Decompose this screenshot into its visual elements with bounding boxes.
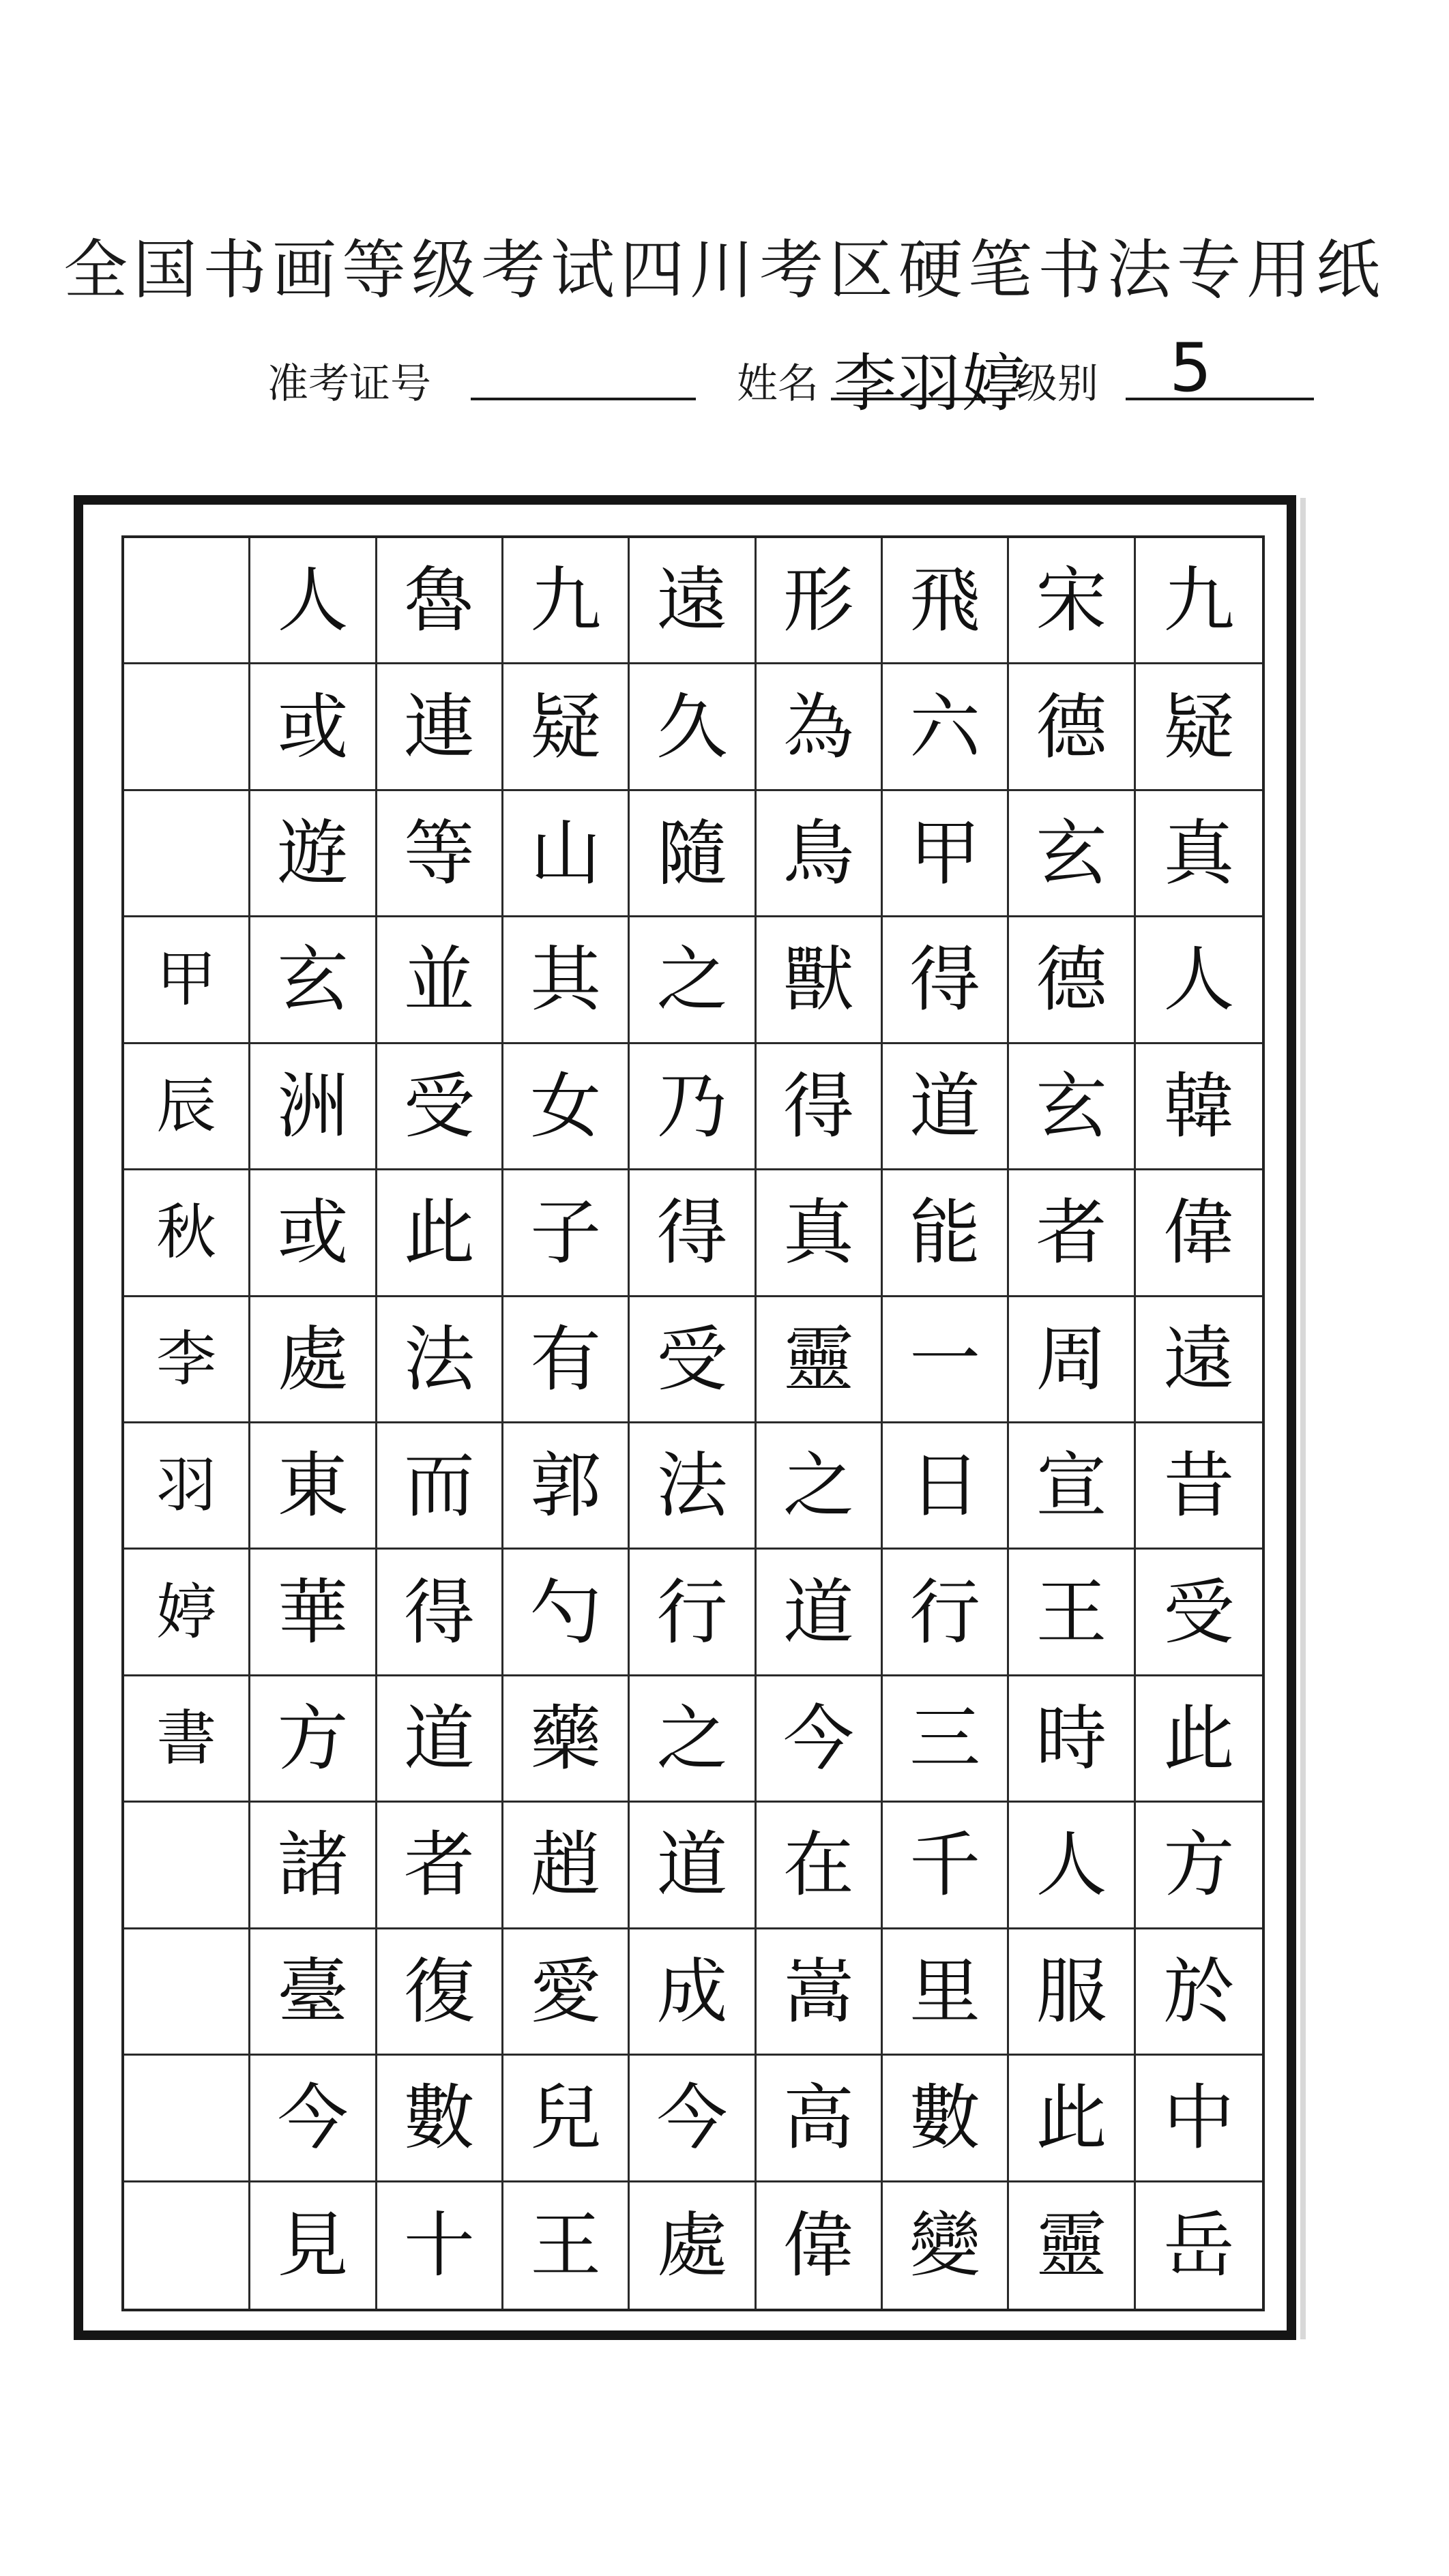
signature-cell [124,1929,250,2056]
level-value: 5 [1169,329,1212,407]
grid-cell: 華 [250,1550,377,1676]
grid-cell: 時 [1009,1676,1135,1803]
exam-id-label: 准考证号 [267,360,431,408]
grid-cell: 或 [250,664,377,790]
grid-cell: 玄 [1009,791,1135,917]
exam-info-row [0,329,1449,420]
grid-cell: 周 [1009,1297,1135,1423]
grid-cell: 或 [250,1170,377,1297]
grid-cell: 獸 [757,917,883,1043]
grid-cell: 得 [757,1044,883,1170]
grid-cell: 在 [757,1803,883,1929]
grid-cell: 洲 [250,1044,377,1170]
grid-cell: 王 [503,2182,630,2309]
grid-cell: 數 [883,2056,1009,2182]
grid-cell: 嵩 [757,1929,883,2056]
grid-cell: 為 [757,664,883,790]
grid-cell: 隨 [630,791,756,917]
signature-cell [124,2056,250,2182]
level-field[interactable] [1126,398,1314,400]
grid-cell: 受 [377,1044,503,1170]
signature-cell: 李 [124,1297,250,1423]
grid-cell: 人 [1009,1803,1135,1929]
grid-cell: 遠 [630,538,756,664]
grid-cell: 而 [377,1423,503,1550]
grid-cell: 里 [883,1929,1009,2056]
grid-cell: 久 [630,664,756,790]
grid-cell: 今 [630,2056,756,2182]
grid-cell: 九 [1136,538,1262,664]
grid-cell: 其 [503,917,630,1043]
signature-cell: 秋 [124,1170,250,1297]
grid-cell: 三 [883,1676,1009,1803]
grid-cell: 中 [1136,2056,1262,2182]
grid-cell: 此 [1136,1676,1262,1803]
level-label: 级别 [1016,360,1098,408]
grid-cell: 乃 [630,1044,756,1170]
grid-cell: 一 [883,1297,1009,1423]
grid-cell: 變 [883,2182,1009,2309]
grid-cell: 方 [250,1676,377,1803]
grid-cell: 宣 [1009,1423,1135,1550]
grid-cell: 千 [883,1803,1009,1929]
grid-cell: 見 [250,2182,377,2309]
grid-cell: 之 [630,917,756,1043]
grid-cell: 玄 [250,917,377,1043]
grid-cell: 此 [377,1170,503,1297]
grid-cell: 九 [503,538,630,664]
grid-cell: 臺 [250,1929,377,2056]
signature-cell [124,2182,250,2309]
grid-cell: 真 [757,1170,883,1297]
grid-cell: 能 [883,1170,1009,1297]
page-title: 全国书画等级考试四川考区硬笔书法专用纸 [63,233,1386,308]
name-label: 姓名 [737,360,819,408]
grid-cell: 玄 [1009,1044,1135,1170]
signature-cell: 婷 [124,1550,250,1676]
grid-cell: 愛 [503,1929,630,2056]
sheet-shadow [1300,498,1306,2339]
grid-cell: 行 [630,1550,756,1676]
grid-cell: 受 [1136,1550,1262,1676]
grid-cell: 疑 [1136,664,1262,790]
grid-cell: 德 [1009,917,1135,1043]
grid-cell: 等 [377,791,503,917]
grid-cell: 十 [377,2182,503,2309]
grid-cell: 今 [757,1676,883,1803]
grid-cell: 韓 [1136,1044,1262,1170]
grid-cell: 飛 [883,538,1009,664]
grid-cell: 山 [503,791,630,917]
grid-cell: 此 [1009,2056,1135,2182]
grid-cell: 鳥 [757,791,883,917]
grid-cell: 日 [883,1423,1009,1550]
signature-cell: 書 [124,1676,250,1803]
grid-cell: 行 [883,1550,1009,1676]
grid-cell: 高 [757,2056,883,2182]
grid-cell: 今 [250,2056,377,2182]
grid-cell: 德 [1009,664,1135,790]
grid-cell: 諸 [250,1803,377,1929]
grid-cell: 真 [1136,791,1262,917]
grid-cell: 服 [1009,1929,1135,2056]
grid-cell: 兒 [503,2056,630,2182]
signature-cell [124,538,250,664]
grid-cell: 得 [630,1170,756,1297]
grid-cell: 得 [377,1550,503,1676]
signature-cell [124,791,250,917]
grid-cell: 甲 [883,791,1009,917]
grid-cell: 道 [883,1044,1009,1170]
grid-cell: 者 [377,1803,503,1929]
grid-cell: 人 [1136,917,1262,1043]
grid-cell: 偉 [1136,1170,1262,1297]
grid-cell: 道 [377,1676,503,1803]
grid-cell: 王 [1009,1550,1135,1676]
grid-cell: 之 [630,1676,756,1803]
grid-cell: 岳 [1163,2204,1235,2288]
grid-cell: 子 [503,1170,630,1297]
grid-cell: 有 [503,1297,630,1423]
grid-cell: 人 [250,538,377,664]
grid-cell: 連 [377,664,503,790]
grid-cell: 復 [377,1929,503,2056]
grid-cell: 數 [377,2056,503,2182]
grid-cell: 並 [377,917,503,1043]
grid-cell: 法 [630,1423,756,1550]
grid-cell: 形 [757,538,883,664]
signature-cell: 辰 [124,1044,250,1170]
grid-cell: 偉 [757,2182,883,2309]
exam-id-field[interactable] [471,398,696,400]
grid-cell: 方 [1136,1803,1262,1929]
grid-cell: 於 [1136,1929,1262,2056]
grid-cell: 者 [1009,1170,1135,1297]
grid-cell: 法 [377,1297,503,1423]
grid-cell: 藥 [503,1676,630,1803]
grid-cell: 之 [757,1423,883,1550]
grid-cell: 昔 [1136,1423,1262,1550]
signature-cell: 羽 [124,1423,250,1550]
grid-cell: 魯 [377,538,503,664]
grid-cell: 女 [503,1044,630,1170]
grid-cell: 東 [250,1423,377,1550]
grid-cell: 六 [883,664,1009,790]
signature-cell [124,1803,250,1929]
signature-cell [124,664,250,790]
grid-cell: 疑 [503,664,630,790]
grid-cell: 道 [757,1550,883,1676]
grid-cell: 遠 [1136,1297,1262,1423]
grid-cell: 趙 [503,1803,630,1929]
grid-cell: 道 [630,1803,756,1929]
grid-cell: 遊 [250,791,377,917]
grid-cell: 宋 [1009,538,1135,664]
grid-cell: 靈 [1009,2182,1135,2309]
grid-cell: 郭 [503,1423,630,1550]
grid-cell: 成 [630,1929,756,2056]
grid-cell: 靈 [757,1297,883,1423]
grid-cell: 勺 [503,1550,630,1676]
name-value: 李羽婷 [834,347,1027,420]
grid-cell: 受 [630,1297,756,1423]
writing-grid [121,535,1265,2311]
grid-cell: 得 [883,917,1009,1043]
grid-cell: 處 [250,1297,377,1423]
grid-cell: 處 [630,2182,756,2309]
signature-cell: 甲 [124,917,250,1043]
